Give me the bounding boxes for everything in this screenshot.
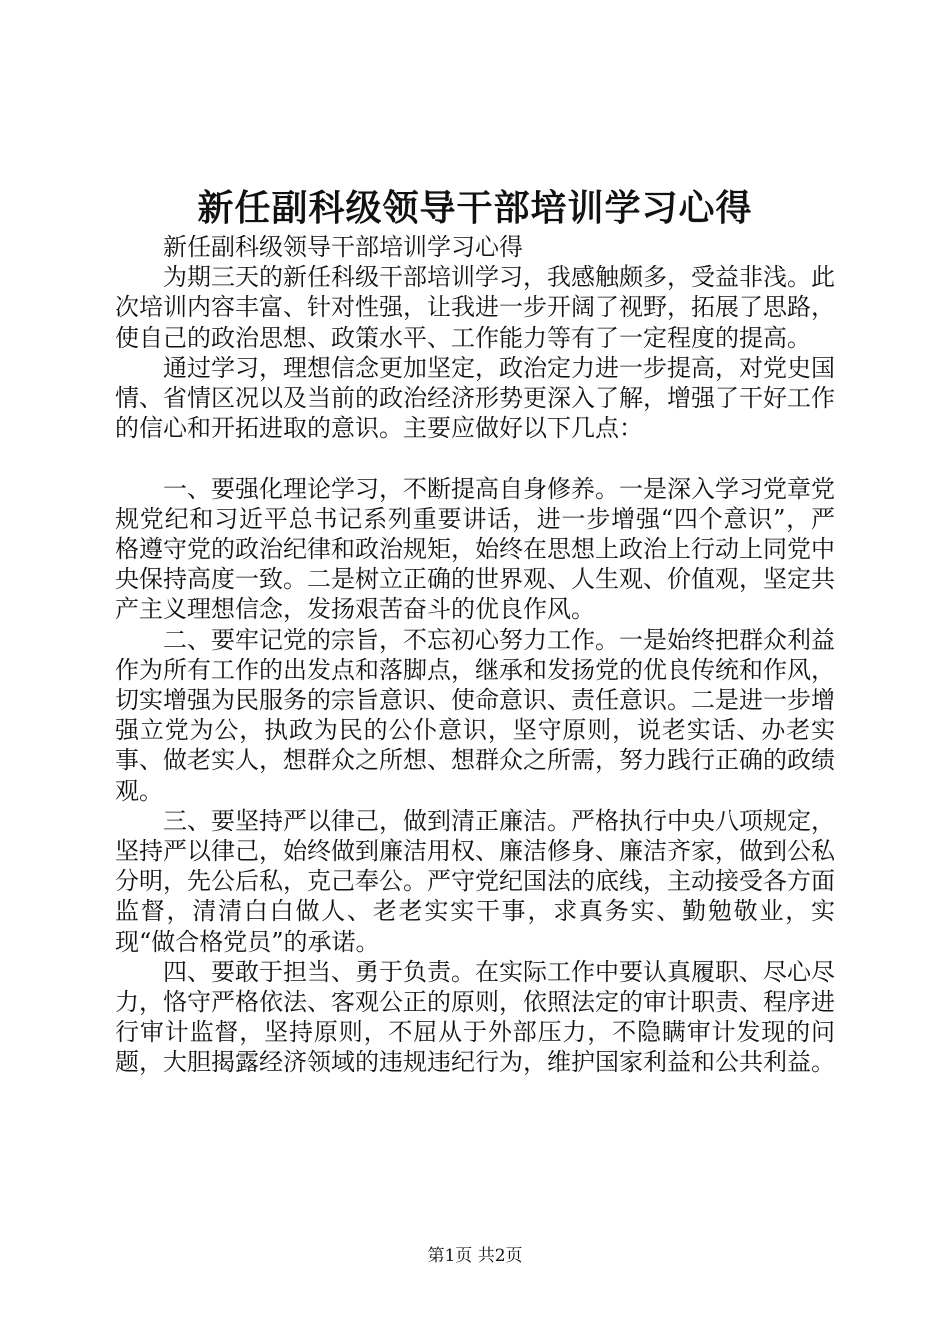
paragraph-intro: 为期三天的新任科级干部培训学习，我感触颇多，受益非浅。此次培训内容丰富、针对性强，让我进一步开阔了视野，拓展了思路，使自己的政治思想、政策水平、工作能力等有了一定程度的提高。 — [115, 263, 835, 352]
document-subtitle: 新任副科级领导干部培训学习心得 — [163, 233, 523, 261]
paragraph-point-4: 四、要敢于担当、勇于负责。在实际工作中要认真履职、尽心尽力，恪守严格依法、客观公正的原则，依照法定的审计职责、程序进行审计监督，坚持原则，不屈从于外部压力，不隐瞒审计发现的问题，大胆揭露经济领域的违规违纪行为，维护国家利益和公共利益。 — [115, 957, 835, 1077]
paragraph-point-3: 三、要坚持严以律己，做到清正廉洁。严格执行中央八项规定，坚持严以律己，始终做到廉洁用权、廉洁修身、廉洁齐家，做到公私分明，先公后私，克己奉公。严守党纪国法的底线，主动接受各方面监督，清清白白做人、老老实实干事，求真务实、勤勉敬业，实现“做合格党员”的承诺。 — [115, 806, 835, 956]
paragraph-point-1: 一、要强化理论学习，不断提高自身修养。一是深入学习党章党规党纪和习近平总书记系列重要讲话，进一步增强“四个意识”，严格遵守党的政治纪律和政治规矩，始终在思想上政治上行动上同党中央保持高度一致。二是树立正确的世界观、人生观、价值观，坚定共产主义理想信念，发扬艰苦奋斗的优良作风。 — [115, 474, 835, 624]
page-footer: 第1页 共2页 — [427, 1246, 523, 1266]
document-body — [115, 232, 835, 1078]
document-title: 新任副科级领导干部培训学习心得 — [197, 187, 753, 229]
paragraph-learning: 通过学习，理想信念更加坚定，政治定力进一步提高，对党史国情、省情区况以及当前的政治经济形势更深入了解，增强了干好工作的信心和开拓进取的意识。主要应做好以下几点： — [115, 353, 835, 443]
paragraph-spacer — [115, 443, 835, 473]
paragraph-point-2: 二、要牢记党的宗旨，不忘初心努力工作。一是始终把群众利益作为所有工作的出发点和落脚点，继承和发扬党的优良传统和作风，切实增强为民服务的宗旨意识、使命意识、责任意识。二是进一步增强立党为公，执政为民的公仆意识，坚守原则，说老实话、办老实事、做老实人，想群众之所想、想群众之所需，努力践行正确的政绩观。 — [115, 625, 835, 805]
